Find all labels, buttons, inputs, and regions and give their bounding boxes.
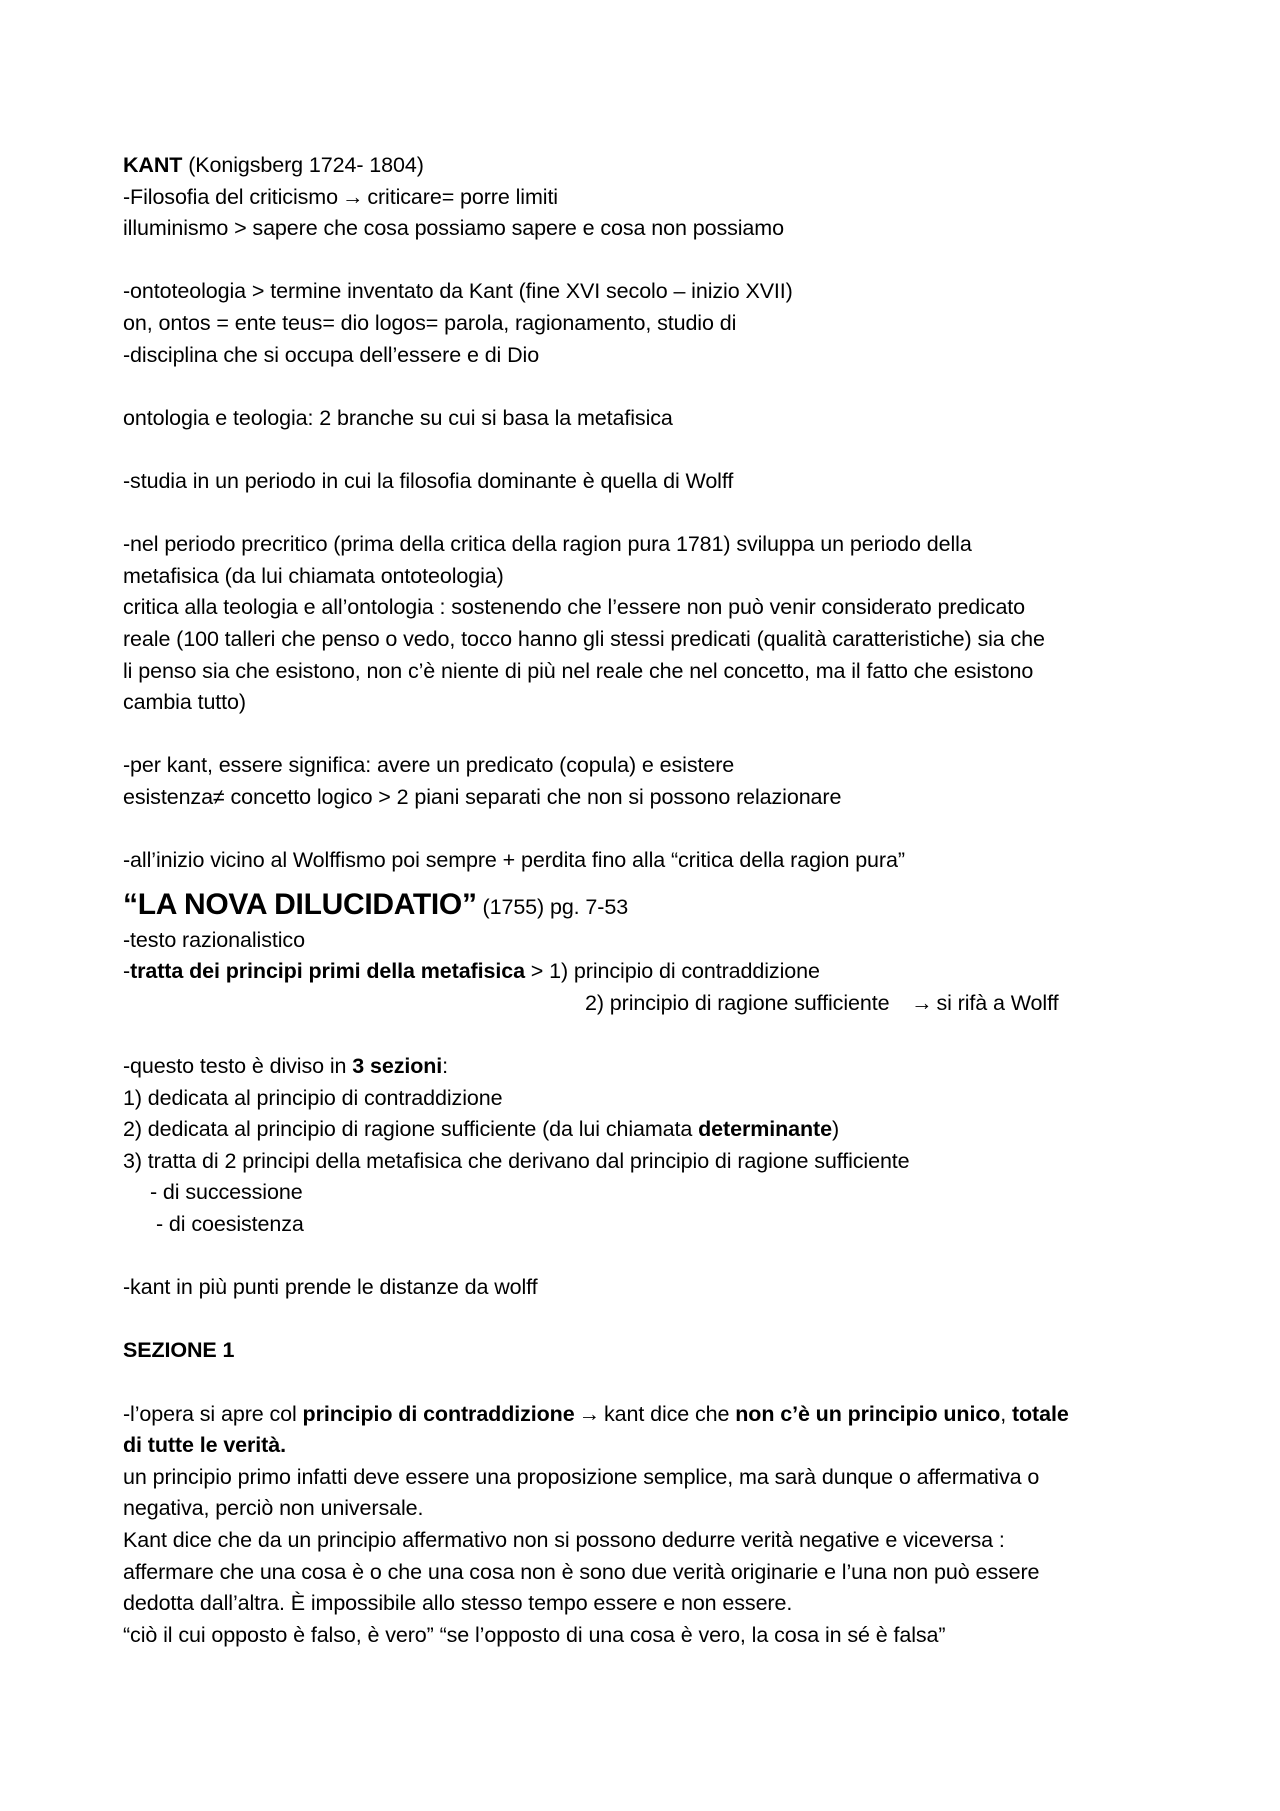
text-line: reale (100 talleri che penso o vedo, tocco hanno gli stessi predicati (qualità caratteristiche) sia che bbox=[123, 626, 1045, 651]
text-span: criticare= porre limiti bbox=[367, 184, 558, 209]
text-line: negativa, perciò non universale. bbox=[123, 1496, 424, 1521]
arrow-right-icon: → bbox=[911, 990, 933, 1015]
blank-line bbox=[123, 371, 1183, 403]
text-line: -per kant, essere significa: avere un predicato (copula) e esistere bbox=[123, 753, 735, 778]
blank-line bbox=[123, 813, 1183, 845]
text-span: ) bbox=[831, 1117, 840, 1142]
kant-name: KANT bbox=[123, 153, 183, 177]
text-line: -studia in un periodo in cui la filosofia dominante è quella di Wolff bbox=[123, 468, 734, 493]
text-line: illuminismo > sapere che cosa possiamo sapere e cosa non possiamo bbox=[123, 216, 784, 241]
title-nova-dilucidatio: “LA NOVA DILUCIDATIO” bbox=[123, 887, 477, 921]
text-span: 2) dedicata al principio di ragione sufficiente (da lui chiamata bbox=[123, 1117, 699, 1142]
text-line: di tutte le verità. bbox=[123, 1433, 286, 1458]
heading-kant bbox=[123, 150, 1183, 182]
text-line: esistenza≠ concetto logico > 2 piani separati che non si possono relazionare bbox=[123, 784, 842, 809]
sub-list-item: - di successione bbox=[150, 1180, 303, 1205]
bold-span: principio di contraddizione bbox=[302, 1401, 575, 1426]
text-line bbox=[123, 1051, 1183, 1083]
text-line: -testo razionalistico bbox=[123, 927, 305, 952]
list-item: 3) tratta di 2 principi della metafisica che derivano dal principio di ragione sufficiente bbox=[123, 1148, 910, 1173]
blank-line bbox=[123, 1304, 1183, 1336]
text-span: kant dice che bbox=[603, 1401, 736, 1426]
blank-line bbox=[123, 1019, 1183, 1051]
text-line: -kant in più punti prende le distanze da wolff bbox=[123, 1275, 538, 1300]
kant-dates: (Konigsberg 1724- 1804) bbox=[182, 153, 424, 177]
text-line bbox=[123, 1399, 1183, 1431]
text-span: si rifà a Wolff bbox=[936, 990, 1059, 1015]
document-body bbox=[123, 150, 1183, 1651]
text-line: cambia tutto) bbox=[123, 690, 246, 715]
text-line: on, ontos = ente teus= dio logos= parola, ragionamento, studio di bbox=[123, 310, 737, 335]
list-item bbox=[123, 1114, 1183, 1146]
section-title bbox=[123, 885, 1183, 925]
text-line: -all’inizio vicino al Wolffismo poi sempre + perdita fino alla “critica della ragion pura” bbox=[123, 848, 905, 873]
text-line: -disciplina che si occupa dell’essere e di Dio bbox=[123, 342, 540, 367]
text-line: critica alla teologia e all’ontologia : sostenendo che l’essere non può venir considerato predicato bbox=[123, 595, 1026, 620]
text-line: ontologia e teologia: 2 branche su cui si basa la metafisica bbox=[123, 405, 673, 430]
text-line: -ontoteologia > termine inventato da Kant (fine XVI secolo – inizio XVII) bbox=[123, 279, 793, 304]
text-line: Kant dice che da un principio affermativo non si possono dedurre verità negative e viceversa : bbox=[123, 1527, 1005, 1552]
text-line: li penso sia che esistono, non c’è niente di più nel reale che nel concetto, ma il fatto che esistono bbox=[123, 658, 1034, 683]
text-line bbox=[123, 956, 1183, 988]
bold-span: non c’è un principio unico bbox=[735, 1401, 1001, 1426]
text-line: “ciò il cui opposto è falso, è vero” “se l’opposto di una cosa è vero, la cosa in sé è falsa” bbox=[123, 1622, 946, 1647]
blank-line bbox=[123, 498, 1183, 530]
bold-span: determinante bbox=[698, 1117, 832, 1142]
text-span: -Filosofia del criticismo bbox=[123, 184, 338, 209]
text-span: , bbox=[1000, 1401, 1012, 1426]
text-line: metafisica (da lui chiamata ontoteologia) bbox=[123, 563, 504, 588]
title-dates: (1755) pg. 7-53 bbox=[476, 894, 629, 919]
blank-line bbox=[123, 245, 1183, 277]
text-line: un principio primo infatti deve essere una proposizione semplice, ma sarà dunque o affermativa o bbox=[123, 1464, 1040, 1489]
text-span: -questo testo è diviso in bbox=[123, 1054, 353, 1079]
text-line bbox=[123, 182, 1183, 214]
arrow-right-icon: → bbox=[578, 1401, 600, 1426]
bold-span: totale bbox=[1011, 1401, 1069, 1426]
text-span: -l’opera si apre col bbox=[123, 1401, 303, 1426]
text-span: > 1) principio di contraddizione bbox=[524, 959, 820, 984]
blank-line bbox=[123, 434, 1183, 466]
bold-span: tratta dei principi primi della metafisica bbox=[130, 959, 525, 984]
text-span: : bbox=[442, 1054, 449, 1079]
text-line: dedotta dall’altra. È impossibile allo stesso tempo essere e non essere. bbox=[123, 1591, 793, 1616]
section-heading: SEZIONE 1 bbox=[123, 1338, 235, 1363]
text-span: 2) principio di ragione sufficiente bbox=[585, 990, 890, 1015]
text-line: -nel periodo precritico (prima della critica della ragion pura 1781) sviluppa un periodo della bbox=[123, 532, 972, 557]
text-line bbox=[123, 988, 1183, 1020]
bold-span: 3 sezioni bbox=[352, 1054, 443, 1079]
text-span: - bbox=[123, 959, 131, 984]
blank-line bbox=[123, 1367, 1183, 1399]
sub-list-item: - di coesistenza bbox=[156, 1212, 304, 1236]
list-item: 1) dedicata al principio di contraddizione bbox=[123, 1085, 503, 1110]
text-line: affermare che una cosa è o che una cosa non è sono due verità originarie e l’una non può essere bbox=[123, 1559, 1040, 1584]
blank-line bbox=[123, 1241, 1183, 1273]
blank-line bbox=[123, 719, 1183, 751]
arrow-right-icon: → bbox=[341, 184, 364, 209]
